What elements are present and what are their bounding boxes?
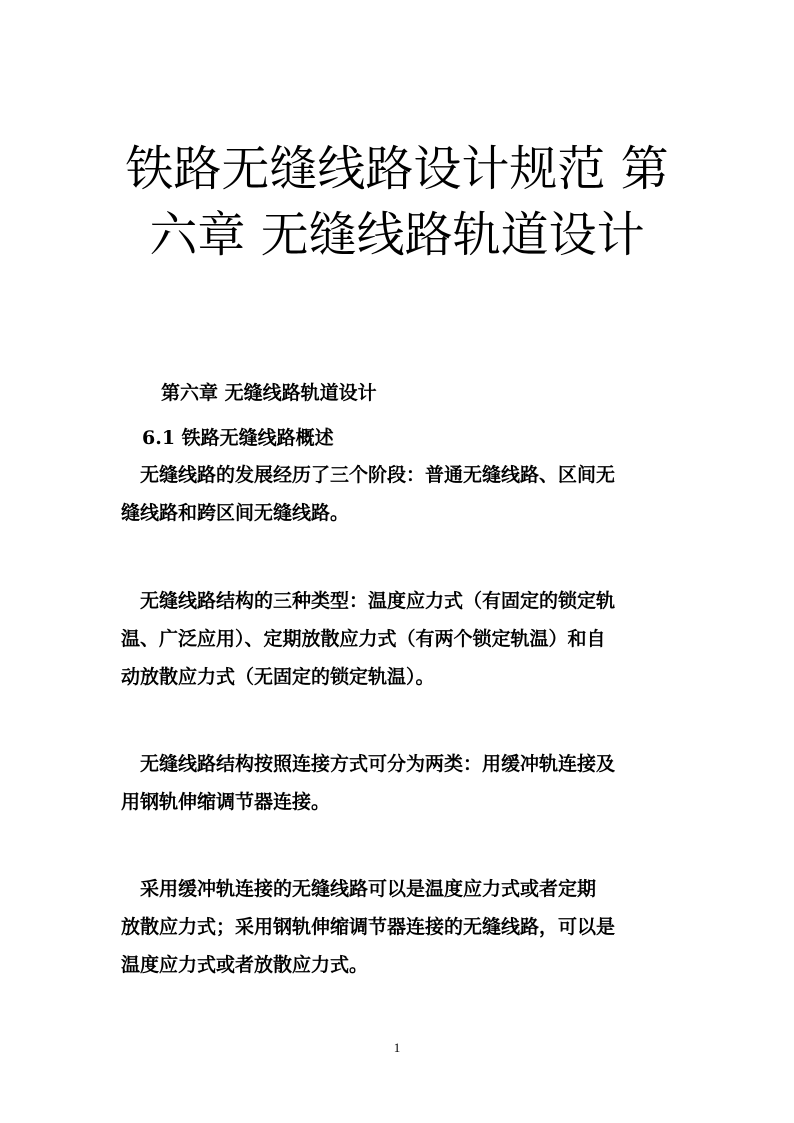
paragraph-line: 放散应力式；采用钢轨伸缩调节器连接的无缝线路，可以是 — [121, 916, 616, 938]
paragraph-line: 动放散应力式（无固定的锁定轨温）。 — [121, 666, 435, 688]
paragraph-2 — [121, 582, 681, 696]
title-line-1: 铁路无缝线路设计规范 第 — [125, 141, 669, 197]
paragraph-line: 无缝线路的发展经历了三个阶段：普通无缝线路、区间无 — [121, 464, 616, 486]
paragraph-line: 无缝线路结构的三种类型：温度应力式（有固定的锁定轨 — [121, 590, 616, 612]
paragraph-line: 用钢轨伸缩调节器连接。 — [121, 791, 331, 813]
paragraph-line: 采用缓冲轨连接的无缝线路可以是温度应力式或者定期 — [121, 878, 597, 900]
paragraph-1 — [121, 456, 681, 532]
section-heading: 6.1 铁路无缝线路概述 — [142, 427, 334, 449]
page-number: 1 — [393, 1040, 401, 1055]
paragraph-line: 缝线路和跨区间无缝线路。 — [121, 502, 350, 524]
paragraph-4 — [121, 870, 681, 984]
paragraph-line: 温、广泛应用）、定期放散应力式（有两个锁定轨温）和自 — [121, 628, 606, 650]
paragraph-line: 温度应力式或者放散应力式。 — [121, 954, 369, 976]
chapter-heading: 第六章 无缝线路轨道设计 — [161, 382, 377, 404]
title-line-2: 六章 无缝线路轨道设计 — [149, 207, 645, 263]
paragraph-3 — [121, 745, 681, 821]
document-title — [100, 136, 694, 268]
paragraph-line: 无缝线路结构按照连接方式可分为两类：用缓冲轨连接及 — [121, 753, 616, 775]
